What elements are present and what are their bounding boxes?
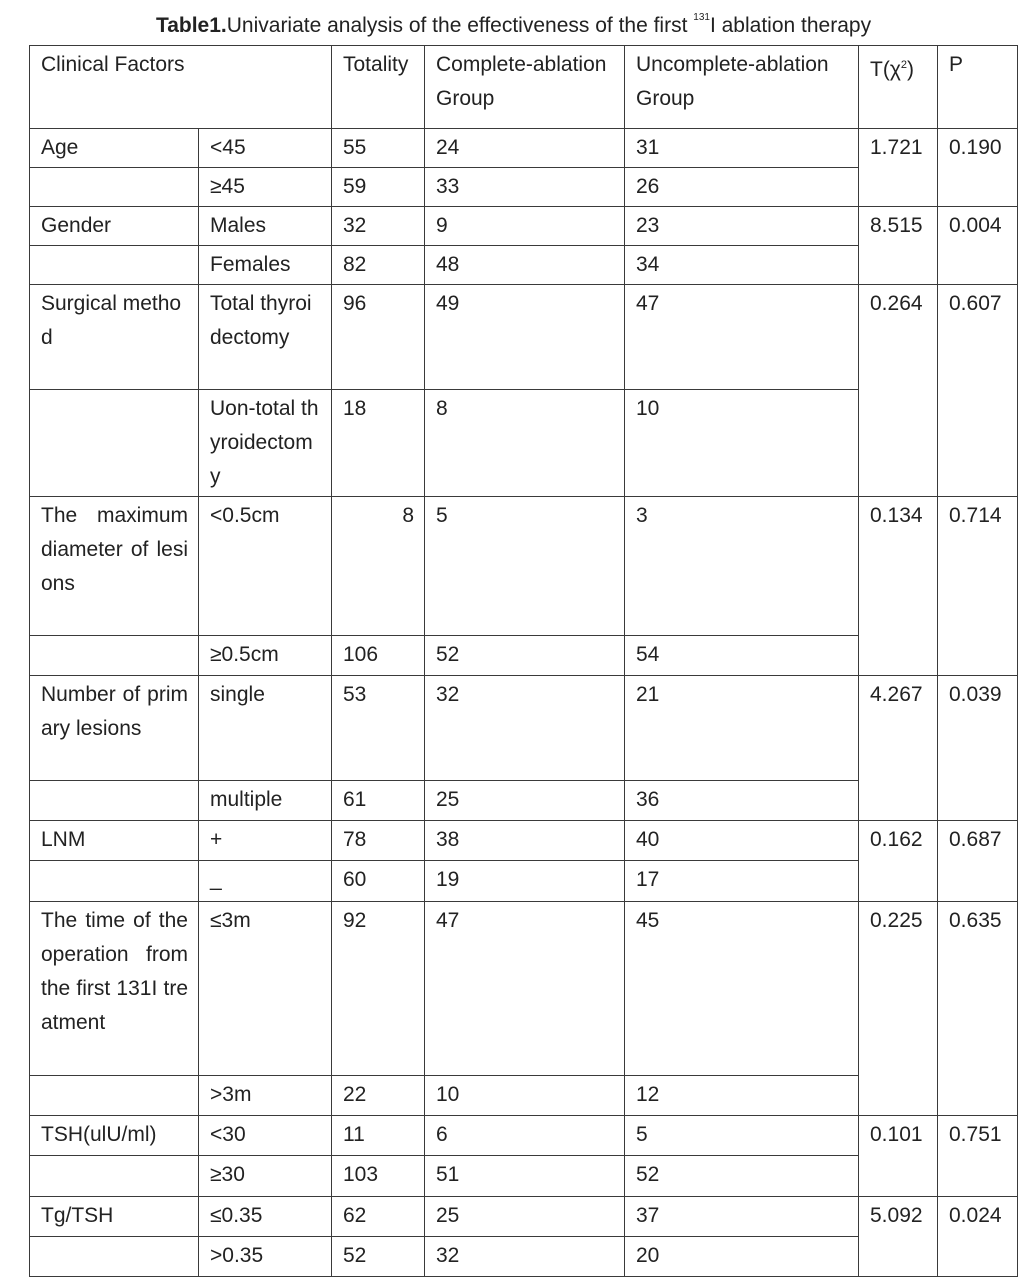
total-cell: 103 xyxy=(332,1156,425,1197)
level-cell: Females xyxy=(199,246,332,285)
factor-cell-empty xyxy=(30,1156,199,1197)
p-value-cell: 0.687 xyxy=(938,821,1018,902)
table-row xyxy=(30,676,1018,781)
header-clinical-factors: Clinical Factors xyxy=(30,46,332,129)
p-value-cell: 0.607 xyxy=(938,285,1018,497)
total-cell: 78 xyxy=(332,821,425,861)
level-cell: Uon-total thyroidectomy xyxy=(199,390,332,497)
table-caption xyxy=(0,12,1027,38)
uncomplete-cell: 12 xyxy=(625,1076,859,1116)
factor-cell-empty xyxy=(30,1076,199,1116)
p-value-cell: 0.024 xyxy=(938,1197,1018,1277)
header-row xyxy=(30,46,1018,129)
total-cell: 62 xyxy=(332,1197,425,1237)
factor-cell-empty xyxy=(30,781,199,821)
complete-cell: 24 xyxy=(425,129,625,168)
total-cell: 53 xyxy=(332,676,425,781)
complete-cell: 6 xyxy=(425,1116,625,1156)
total-cell: 55 xyxy=(332,129,425,168)
factor-cell: Gender xyxy=(30,207,199,246)
complete-cell: 19 xyxy=(425,861,625,902)
uncomplete-cell: 52 xyxy=(625,1156,859,1197)
factor-cell: LNM xyxy=(30,821,199,861)
uncomplete-cell: 40 xyxy=(625,821,859,861)
complete-cell: 10 xyxy=(425,1076,625,1116)
factor-cell: Tg/TSH xyxy=(30,1197,199,1237)
uncomplete-cell: 54 xyxy=(625,636,859,676)
t-value-cell: 0.101 xyxy=(859,1116,938,1197)
uncomplete-cell: 26 xyxy=(625,168,859,207)
t-value-cell: 8.515 xyxy=(859,207,938,285)
p-value-cell: 0.039 xyxy=(938,676,1018,821)
table-row xyxy=(30,497,1018,636)
total-cell: 92 xyxy=(332,902,425,1076)
factor-cell-empty xyxy=(30,636,199,676)
univariate-table xyxy=(29,45,1018,1277)
table-row xyxy=(30,1197,1018,1237)
complete-cell: 47 xyxy=(425,902,625,1076)
caption-text-before: Univariate analysis of the effectiveness of the first xyxy=(226,14,694,37)
t-value-cell: 0.225 xyxy=(859,902,938,1116)
level-cell: single xyxy=(199,676,332,781)
uncomplete-cell: 17 xyxy=(625,861,859,902)
t-value-cell: 4.267 xyxy=(859,676,938,821)
factor-cell: The time of the operation from the first 131I treatment xyxy=(30,902,199,1076)
header-complete-ablation: Complete-ablation Group xyxy=(425,46,625,129)
header-totality: Totality xyxy=(332,46,425,129)
header-t-sup: 2 xyxy=(900,59,907,71)
total-cell: 106 xyxy=(332,636,425,676)
total-cell: 59 xyxy=(332,168,425,207)
header-t-chi2 xyxy=(859,46,938,129)
table-row xyxy=(30,207,1018,246)
level-cell: <0.5cm xyxy=(199,497,332,636)
caption-label: Table1. xyxy=(155,14,227,37)
uncomplete-cell: 21 xyxy=(625,676,859,781)
header-t-close: ) xyxy=(906,58,914,81)
header-uncomplete-ablation: Uncomplete-ablation Group xyxy=(625,46,859,129)
uncomplete-cell: 23 xyxy=(625,207,859,246)
header-p: P xyxy=(938,46,1018,129)
level-cell: _ xyxy=(199,861,332,902)
t-value-cell: 0.162 xyxy=(859,821,938,902)
level-cell: ≥30 xyxy=(199,1156,332,1197)
level-cell: Total thyroidectomy xyxy=(199,285,332,390)
total-cell: 61 xyxy=(332,781,425,821)
caption-isotope-sup: 131 xyxy=(693,12,710,23)
complete-cell: 32 xyxy=(425,676,625,781)
level-cell: Males xyxy=(199,207,332,246)
table-row xyxy=(30,902,1018,1076)
t-value-cell: 0.134 xyxy=(859,497,938,676)
complete-cell: 8 xyxy=(425,390,625,497)
level-cell: + xyxy=(199,821,332,861)
complete-cell: 52 xyxy=(425,636,625,676)
uncomplete-cell: 37 xyxy=(625,1197,859,1237)
level-cell: >3m xyxy=(199,1076,332,1116)
complete-cell: 5 xyxy=(425,497,625,636)
uncomplete-cell: 3 xyxy=(625,497,859,636)
factor-cell: The maximum diameter of lesions xyxy=(30,497,199,636)
total-cell: 8 xyxy=(332,497,425,636)
complete-cell: 9 xyxy=(425,207,625,246)
level-cell: <45 xyxy=(199,129,332,168)
header-t-label: T(χ xyxy=(870,58,901,81)
complete-cell: 25 xyxy=(425,781,625,821)
table-row xyxy=(30,129,1018,168)
total-cell: 82 xyxy=(332,246,425,285)
uncomplete-cell: 47 xyxy=(625,285,859,390)
level-cell: >0.35 xyxy=(199,1237,332,1277)
level-cell: ≤3m xyxy=(199,902,332,1076)
total-cell: 52 xyxy=(332,1237,425,1277)
level-cell: ≥45 xyxy=(199,168,332,207)
complete-cell: 49 xyxy=(425,285,625,390)
uncomplete-cell: 5 xyxy=(625,1116,859,1156)
level-cell: multiple xyxy=(199,781,332,821)
p-value-cell: 0.190 xyxy=(938,129,1018,207)
t-value-cell: 1.721 xyxy=(859,129,938,207)
table-row xyxy=(30,1116,1018,1156)
caption-text-after: I ablation therapy xyxy=(709,14,872,37)
total-cell: 32 xyxy=(332,207,425,246)
factor-cell-empty xyxy=(30,1237,199,1277)
p-value-cell: 0.635 xyxy=(938,902,1018,1116)
complete-cell: 33 xyxy=(425,168,625,207)
table-row xyxy=(30,821,1018,861)
level-cell: <30 xyxy=(199,1116,332,1156)
uncomplete-cell: 31 xyxy=(625,129,859,168)
complete-cell: 38 xyxy=(425,821,625,861)
uncomplete-cell: 10 xyxy=(625,390,859,497)
factor-cell-empty xyxy=(30,246,199,285)
complete-cell: 51 xyxy=(425,1156,625,1197)
uncomplete-cell: 20 xyxy=(625,1237,859,1277)
table-row xyxy=(30,285,1018,390)
complete-cell: 48 xyxy=(425,246,625,285)
p-value-cell: 0.714 xyxy=(938,497,1018,676)
total-cell: 11 xyxy=(332,1116,425,1156)
factor-cell: Age xyxy=(30,129,199,168)
t-value-cell: 0.264 xyxy=(859,285,938,497)
total-cell: 22 xyxy=(332,1076,425,1116)
p-value-cell: 0.004 xyxy=(938,207,1018,285)
uncomplete-cell: 36 xyxy=(625,781,859,821)
factor-cell: Number of primary lesions xyxy=(30,676,199,781)
factor-cell-empty xyxy=(30,168,199,207)
factor-cell-empty xyxy=(30,861,199,902)
uncomplete-cell: 45 xyxy=(625,902,859,1076)
uncomplete-cell: 34 xyxy=(625,246,859,285)
complete-cell: 25 xyxy=(425,1197,625,1237)
total-cell: 60 xyxy=(332,861,425,902)
t-value-cell: 5.092 xyxy=(859,1197,938,1277)
total-cell: 96 xyxy=(332,285,425,390)
factor-cell-empty xyxy=(30,390,199,497)
level-cell: ≤0.35 xyxy=(199,1197,332,1237)
p-value-cell: 0.751 xyxy=(938,1116,1018,1197)
total-cell: 18 xyxy=(332,390,425,497)
complete-cell: 32 xyxy=(425,1237,625,1277)
level-cell: ≥0.5cm xyxy=(199,636,332,676)
factor-cell: Surgical method xyxy=(30,285,199,390)
factor-cell: TSH(ulU/ml) xyxy=(30,1116,199,1156)
